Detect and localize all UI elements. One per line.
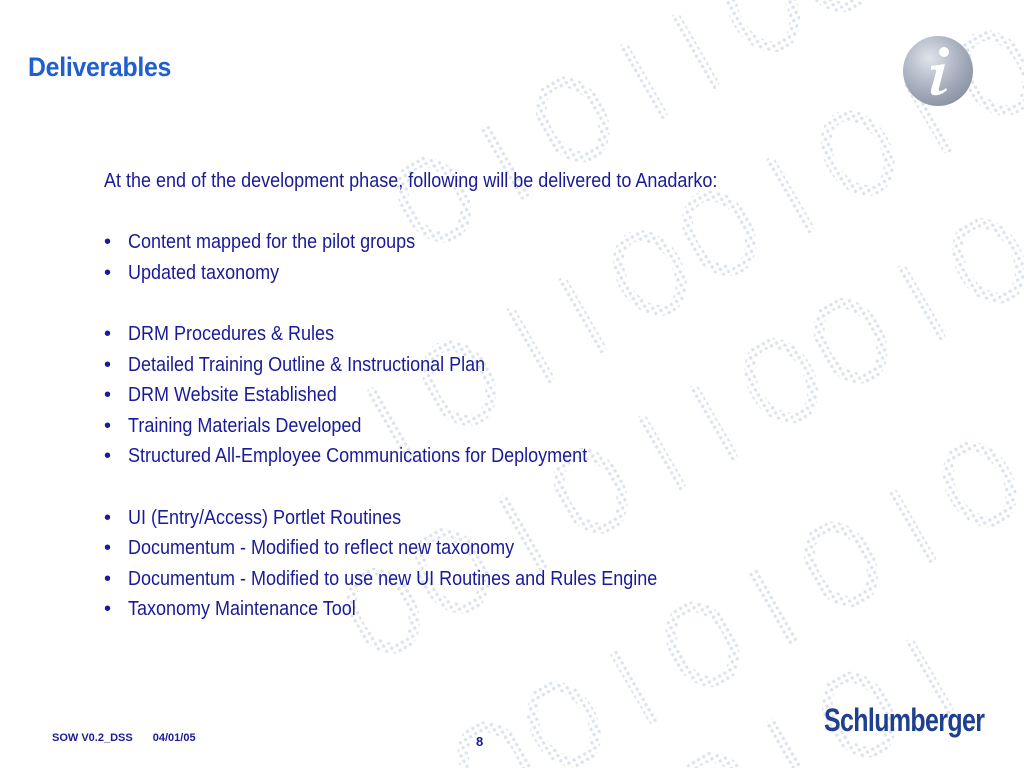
bullet-text: Structured All-Employee Communications for Deployment — [128, 445, 588, 468]
bullet-group — [104, 227, 984, 288]
bullet-text: Updated taxonomy — [128, 261, 280, 284]
intro-text: At the end of the development phase, following will be delivered to Anadarko: — [104, 170, 718, 192]
footer-date: 04/01/05 — [152, 732, 196, 744]
bullet-text: UI (Entry/Access) Portlet Routines — [128, 506, 402, 529]
schlumberger-logo: Schlumberger — [824, 702, 985, 738]
bullet-text: Training Materials Developed — [128, 414, 362, 437]
slide-body — [104, 166, 984, 625]
bullet-glyph: • — [104, 445, 112, 468]
bullet-item — [104, 564, 984, 595]
bullet-text: Detailed Training Outline & Instructional Plan — [128, 353, 486, 376]
bullet-groups — [104, 227, 984, 625]
bullet-text: Content mapped for the pilot groups — [128, 231, 416, 254]
bullet-text: DRM Website Established — [128, 384, 337, 407]
bullet-item — [104, 441, 984, 472]
bullet-item — [104, 533, 984, 564]
info-icon — [901, 34, 975, 108]
slide-title: Deliverables — [28, 52, 172, 82]
page-number: 8 — [476, 734, 484, 749]
bullet-glyph: • — [104, 231, 112, 254]
bullet-group — [104, 503, 984, 625]
bullet-text: Documentum - Modified to use new UI Routines and Rules Engine — [128, 567, 658, 590]
bullet-item — [104, 227, 984, 258]
bullet-glyph: • — [104, 261, 112, 284]
bullet-glyph: • — [104, 598, 112, 621]
footer-doc-id: SOW V0.2_DSS — [52, 732, 133, 744]
bullet-glyph: • — [104, 414, 112, 437]
bullet-item — [104, 350, 984, 381]
bullet-glyph: • — [104, 506, 112, 529]
bullet-glyph: • — [104, 384, 112, 407]
bullet-item — [104, 411, 984, 442]
bullet-text: Documentum - Modified to reflect new taxonomy — [128, 537, 515, 560]
bullet-item — [104, 594, 984, 625]
bullet-item — [104, 380, 984, 411]
bullet-glyph: • — [104, 322, 112, 345]
bullet-glyph: • — [104, 537, 112, 560]
bullet-glyph: • — [104, 567, 112, 590]
bullet-item — [104, 503, 984, 534]
footer-info — [52, 732, 196, 744]
bullet-item — [104, 258, 984, 289]
bullet-group — [104, 319, 984, 472]
bullet-text: Taxonomy Maintenance Tool — [128, 598, 356, 621]
bullet-item — [104, 319, 984, 350]
bullet-text: DRM Procedures & Rules — [128, 322, 335, 345]
bullet-glyph: • — [104, 353, 112, 376]
